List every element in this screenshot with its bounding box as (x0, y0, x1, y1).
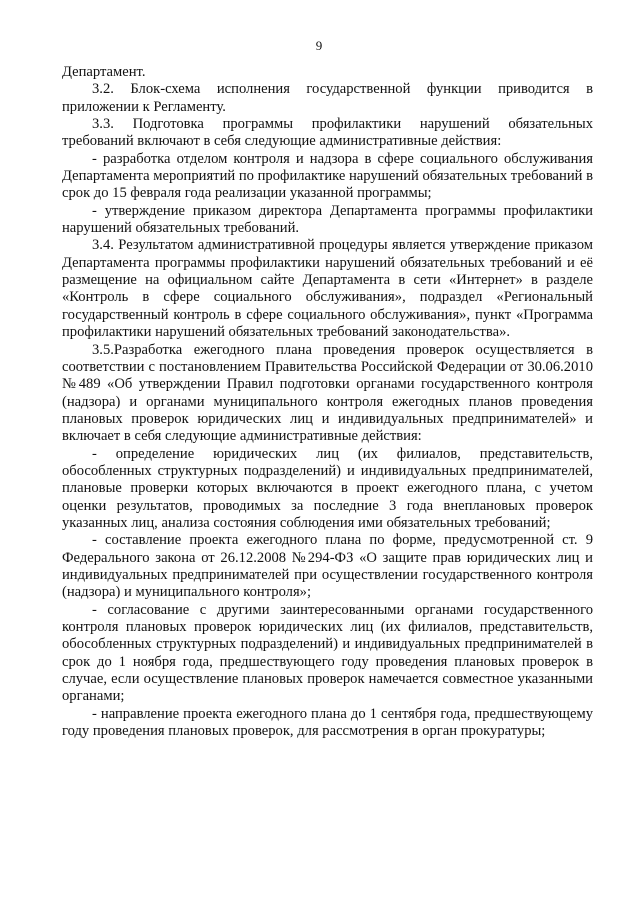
paragraph-3-3-item-1: - разработка отделом контроля и надзора в сфере социального обслуживания Департамента мероприятий по профилактике нарушений обязательных требований в срок до 15 февраля года реализации указанной программы; (62, 150, 593, 202)
document-body (62, 64, 593, 740)
paragraph-3-2: 3.2. Блок-схема исполнения государственной функции приводится в приложении к Регламенту. (62, 81, 593, 115)
paragraph-3-5-item-4: - направление проекта ежегодного плана до 1 сентября года, предшествующему году проведения плановых проверок, для рассмотрения в орган прокуратуры; (62, 705, 593, 740)
paragraph-3-3: 3.3. Подготовка программы профилактики нарушений обязательных требований включают в себя следующие административные действия: (62, 116, 593, 150)
paragraph-3-3-item-2: - утверждение приказом директора Департамента программы профилактики нарушений обязательных требований. (62, 202, 593, 237)
paragraph-3-5-item-1: - определение юридических лиц (их филиалов, представительств, обособленных структурных подразделений) и индивидуальных предпринимателей, плановые проверки которых включаются в проект ежегодного плана, с учетом оценки результатов, проводимых за последние 3 года внеплановых проверок указанных лиц, анализа состояния соблюдения ими обязательных требований; (62, 445, 593, 531)
paragraph-3-4: 3.4. Результатом административной процедуры является утверждение приказом Департамента программы профилактики нарушений обязательных требований и её размещение на официальном сайте Департамента в сети «Интернет» в разделе «Контроль в сфере социального обслуживания», подраздел «Региональный государственный контроль в сфере социального обслуживания», пункт «Программа профилактики нарушений обязательных требований законодательства». (62, 237, 593, 341)
paragraph-continuation: Департамент. (62, 64, 146, 80)
page-number: 9 (315, 38, 323, 53)
paragraph-3-5: 3.5.Разработка ежегодного плана проведения проверок осуществляется в соответствии с постановлением Правительства Российской Федерации от 30.06.2010 №489 «Об утверждении Правил подготовки органами государственного контроля (надзора) и органами муниципального контроля ежегодных планов проведения плановых проверок юридических лиц и индивидуальных предпринимателей» и включает в себя следующие административные действия: (62, 341, 593, 445)
paragraph-3-5-item-3: - согласование с другими заинтересованными органами государственного контроля плановых проверок юридических лиц (их филиалов, представительств, обособленных структурных подразделений) и индивидуальных предпринимателей в срок до 1 ноября года, предшествующего году проведения плановых проверок в случае, если осуществление плановых проверок намечается совместное указанными органами; (62, 601, 593, 705)
paragraph-3-5-item-2: - составление проекта ежегодного плана по форме, предусмотренной ст. 9 Федерального закона от 26.12.2008 №294-ФЗ «О защите прав юридических лиц и индивидуальных предпринимателей при осуществлении государственного контроля (надзора) и муниципального контроля»; (62, 532, 593, 601)
